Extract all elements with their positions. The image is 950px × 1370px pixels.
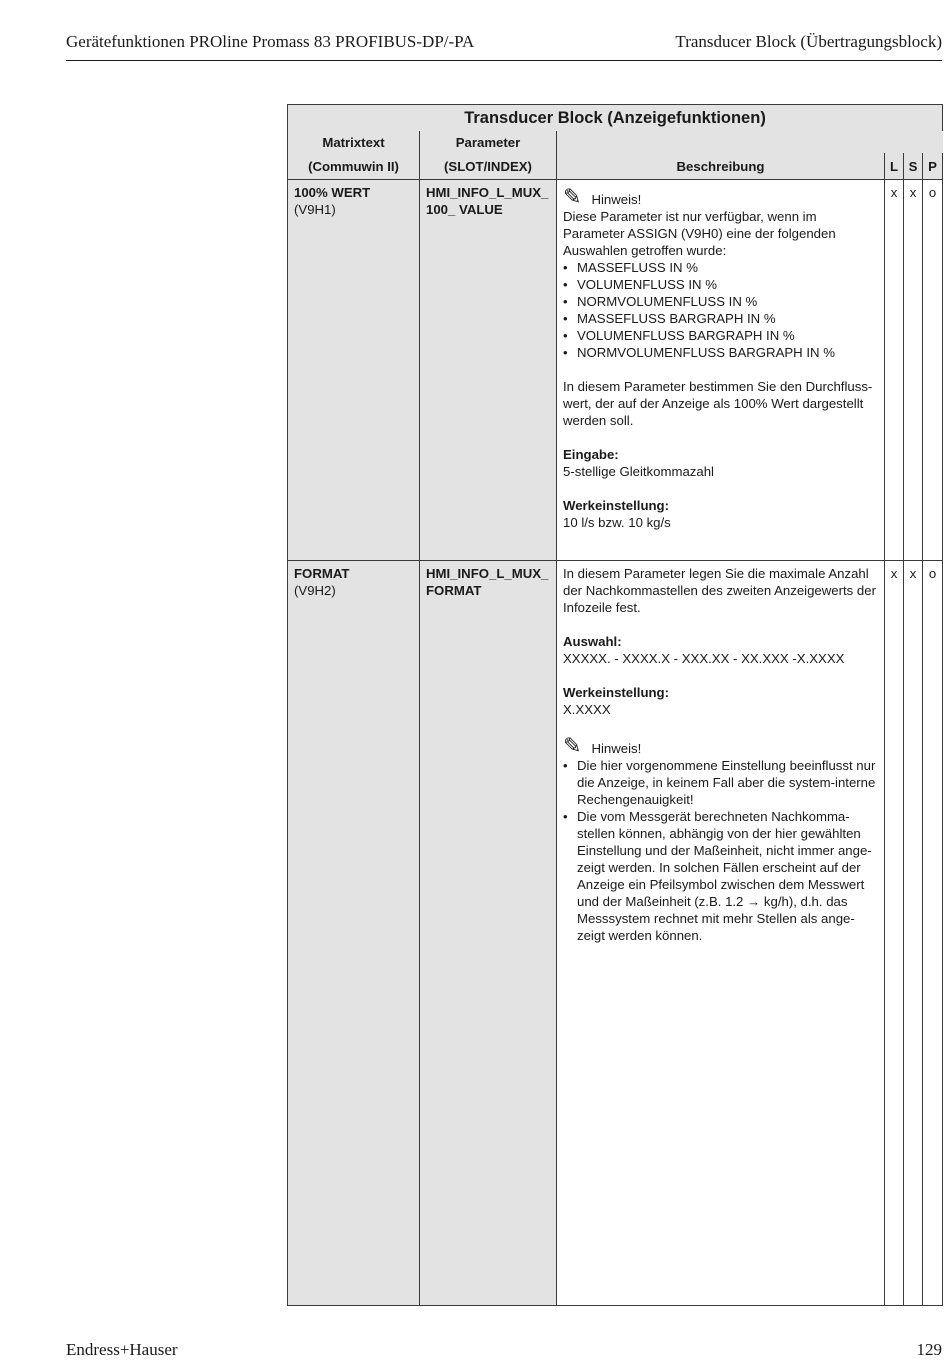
note-label: Hinweis! [591, 192, 642, 207]
flag-l: x [890, 566, 898, 581]
note-text: Diese Parameter ist nur verfügbar, wenn im Parameter ASSIGN (V9H0) eine der folgenden Auswahlen getroffen wurde: [563, 209, 836, 258]
description-text: In diesem Parameter bestimmen Sie den Durchfluss-wert, der auf der Anzeige als 100% Wert dargestellt werden soll. [563, 379, 873, 428]
flag-p: o [928, 185, 937, 200]
header-section-title: Transducer Block (Übertragungsblock) [675, 32, 942, 51]
column-header-s: S [904, 153, 923, 180]
parameter-name-cont: 100_ VALUE [426, 202, 503, 217]
column-header-parameter: Parameter [420, 131, 557, 153]
list-item: • VOLUMENFLUSS BARGRAPH IN % [563, 327, 878, 344]
table-row [288, 180, 943, 561]
default-label: Werkeinstellung: [563, 685, 670, 700]
matrix-name: 100% WERT [294, 185, 371, 200]
matrix-code: (V9H2) [294, 583, 336, 598]
column-header-matrixtext: Matrixtext [288, 131, 420, 153]
list-item: • NORMVOLUMENFLUSS IN % [563, 293, 878, 310]
pencil-note-icon: ✎ [563, 184, 582, 209]
default-label: Werkeinstellung: [563, 498, 670, 513]
flag-l: x [890, 185, 898, 200]
list-item: • MASSEFLUSS BARGRAPH IN % [563, 310, 878, 327]
table-row [288, 561, 943, 1306]
parameter-name: HMI_INFO_L_MUX_ [426, 185, 549, 200]
list-item: • MASSEFLUSS IN % [563, 259, 878, 276]
pencil-note-icon: ✎ [563, 733, 582, 758]
default-value: 10 l/s bzw. 10 kg/s [563, 515, 671, 530]
list-item: • NORMVOLUMENFLUSS BARGRAPH IN % [563, 344, 878, 361]
option-list [563, 259, 878, 361]
page-header [66, 30, 942, 61]
input-label: Eingabe: [563, 447, 619, 462]
column-header-beschreibung: Beschreibung [557, 153, 885, 180]
note-list [563, 757, 878, 944]
page-number: 129 [916, 1340, 942, 1359]
flag-s: x [909, 185, 917, 200]
parameter-name: HMI_INFO_L_MUX_ [426, 566, 549, 581]
input-value: 5-stellige Gleitkommazahl [563, 464, 714, 479]
description-text: In diesem Parameter legen Sie die maximale Anzahl der Nachkommastellen des zweiten Anzeigewerts der Infozeile fest. [563, 566, 876, 615]
matrix-name: FORMAT [294, 566, 350, 581]
column-header-slot-index: (SLOT/INDEX) [420, 153, 557, 180]
flag-p: o [928, 566, 937, 581]
footer-company: Endress+Hauser [66, 1340, 178, 1359]
column-header-p: P [923, 153, 943, 180]
note-label: Hinweis! [591, 741, 642, 756]
default-value: X.XXXX [563, 702, 611, 717]
list-item: • VOLUMENFLUSS IN % [563, 276, 878, 293]
header-document-title: Gerätefunktionen PROline Promass 83 PROFIBUS-DP/-PA [66, 32, 475, 51]
list-item: • Die vom Messgerät berechneten Nachkomma-stellen können, abhängig von der hier gewählten Einstellung und der Maßeinheit, nicht immer ange-zeigt werden. In solchen Fällen erscheint auf der Anzeige ein Pfeilsymbol zwischen dem Messwert und der Maßeinheit (z.B. 1.2 → kg/h), d.h. das Messsystem rechnet mit mehr Stellen als ange-zeigt werden können. [563, 808, 878, 944]
list-item: • Die hier vorgenommene Einstellung beeinflusst nur die Anzeige, in keinem Fall aber die system-interne Rechengenauigkeit! [563, 757, 878, 808]
parameter-name-cont: FORMAT [426, 583, 482, 598]
flag-s: x [909, 566, 917, 581]
note-heading [563, 186, 878, 208]
select-label: Auswahl: [563, 634, 622, 649]
column-header-commuwin: (Commuwin II) [288, 153, 420, 180]
column-header-l: L [885, 153, 904, 180]
note-heading [563, 735, 878, 757]
table-title: Transducer Block (Anzeigefunktionen) [288, 105, 943, 132]
select-value: XXXXX. - XXXX.X - XXX.XX - XX.XXX -X.XXXX [563, 651, 845, 666]
transducer-block-table [287, 104, 943, 1306]
matrix-code: (V9H1) [294, 202, 336, 217]
